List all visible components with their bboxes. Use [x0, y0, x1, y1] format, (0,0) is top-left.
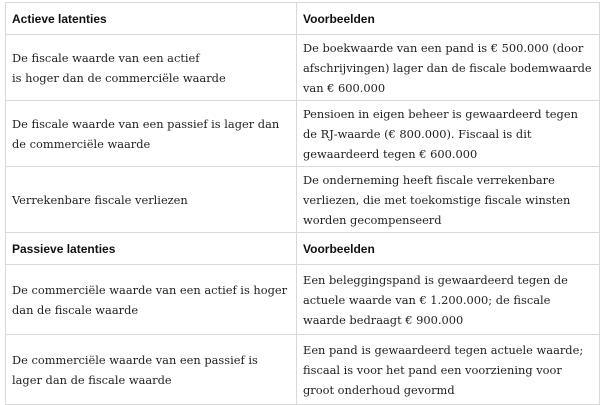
section-header-actieve: [6, 3, 600, 35]
table-row: [6, 35, 600, 101]
header-voorbeelden: Voorbeelden: [297, 233, 600, 265]
latenties-table: [5, 2, 600, 405]
row-description: De fiscale waarde van een passief is lager dan de commerciële waarde: [6, 101, 297, 167]
row-example: Een pand is gewaardeerd tegen actuele waarde; fiscaal is voor het pand een voorziening voor groot onderhoud gevormd: [297, 335, 600, 405]
row-example: Pensioen in eigen beheer is gewaardeerd tegen de RJ-waarde (€ 800.000). Fiscaal is dit gewaardeerd tegen € 600.000: [297, 101, 600, 167]
table-row: [6, 335, 600, 405]
row-description: De commerciële waarde van een actief is hoger dan de fiscale waarde: [6, 265, 297, 335]
table-row: [6, 265, 600, 335]
row-description: De commerciële waarde van een passief is lager dan de fiscale waarde: [6, 335, 297, 405]
table-row: [6, 167, 600, 233]
header-actieve-latenties: Actieve latenties: [6, 3, 297, 35]
table-row: [6, 101, 600, 167]
row-example: De boekwaarde van een pand is € 500.000 (door afschrijvingen) lager dan de fiscale bodemwaarde van € 600.000: [297, 35, 600, 101]
row-description: Verrekenbare fiscale verliezen: [6, 167, 297, 233]
section-header-passieve: [6, 233, 600, 265]
row-example: Een beleggingspand is gewaardeerd tegen de actuele waarde van € 1.200.000; de fiscale waarde bedraagt € 900.000: [297, 265, 600, 335]
row-example: De onderneming heeft fiscale verrekenbare verliezen, die met toekomstige fiscale winsten worden gecompenseerd: [297, 167, 600, 233]
row-description: De fiscale waarde van een actief is hoger dan de commerciële waarde: [6, 35, 297, 101]
header-passieve-latenties: Passieve latenties: [6, 233, 297, 265]
header-voorbeelden: Voorbeelden: [297, 3, 600, 35]
